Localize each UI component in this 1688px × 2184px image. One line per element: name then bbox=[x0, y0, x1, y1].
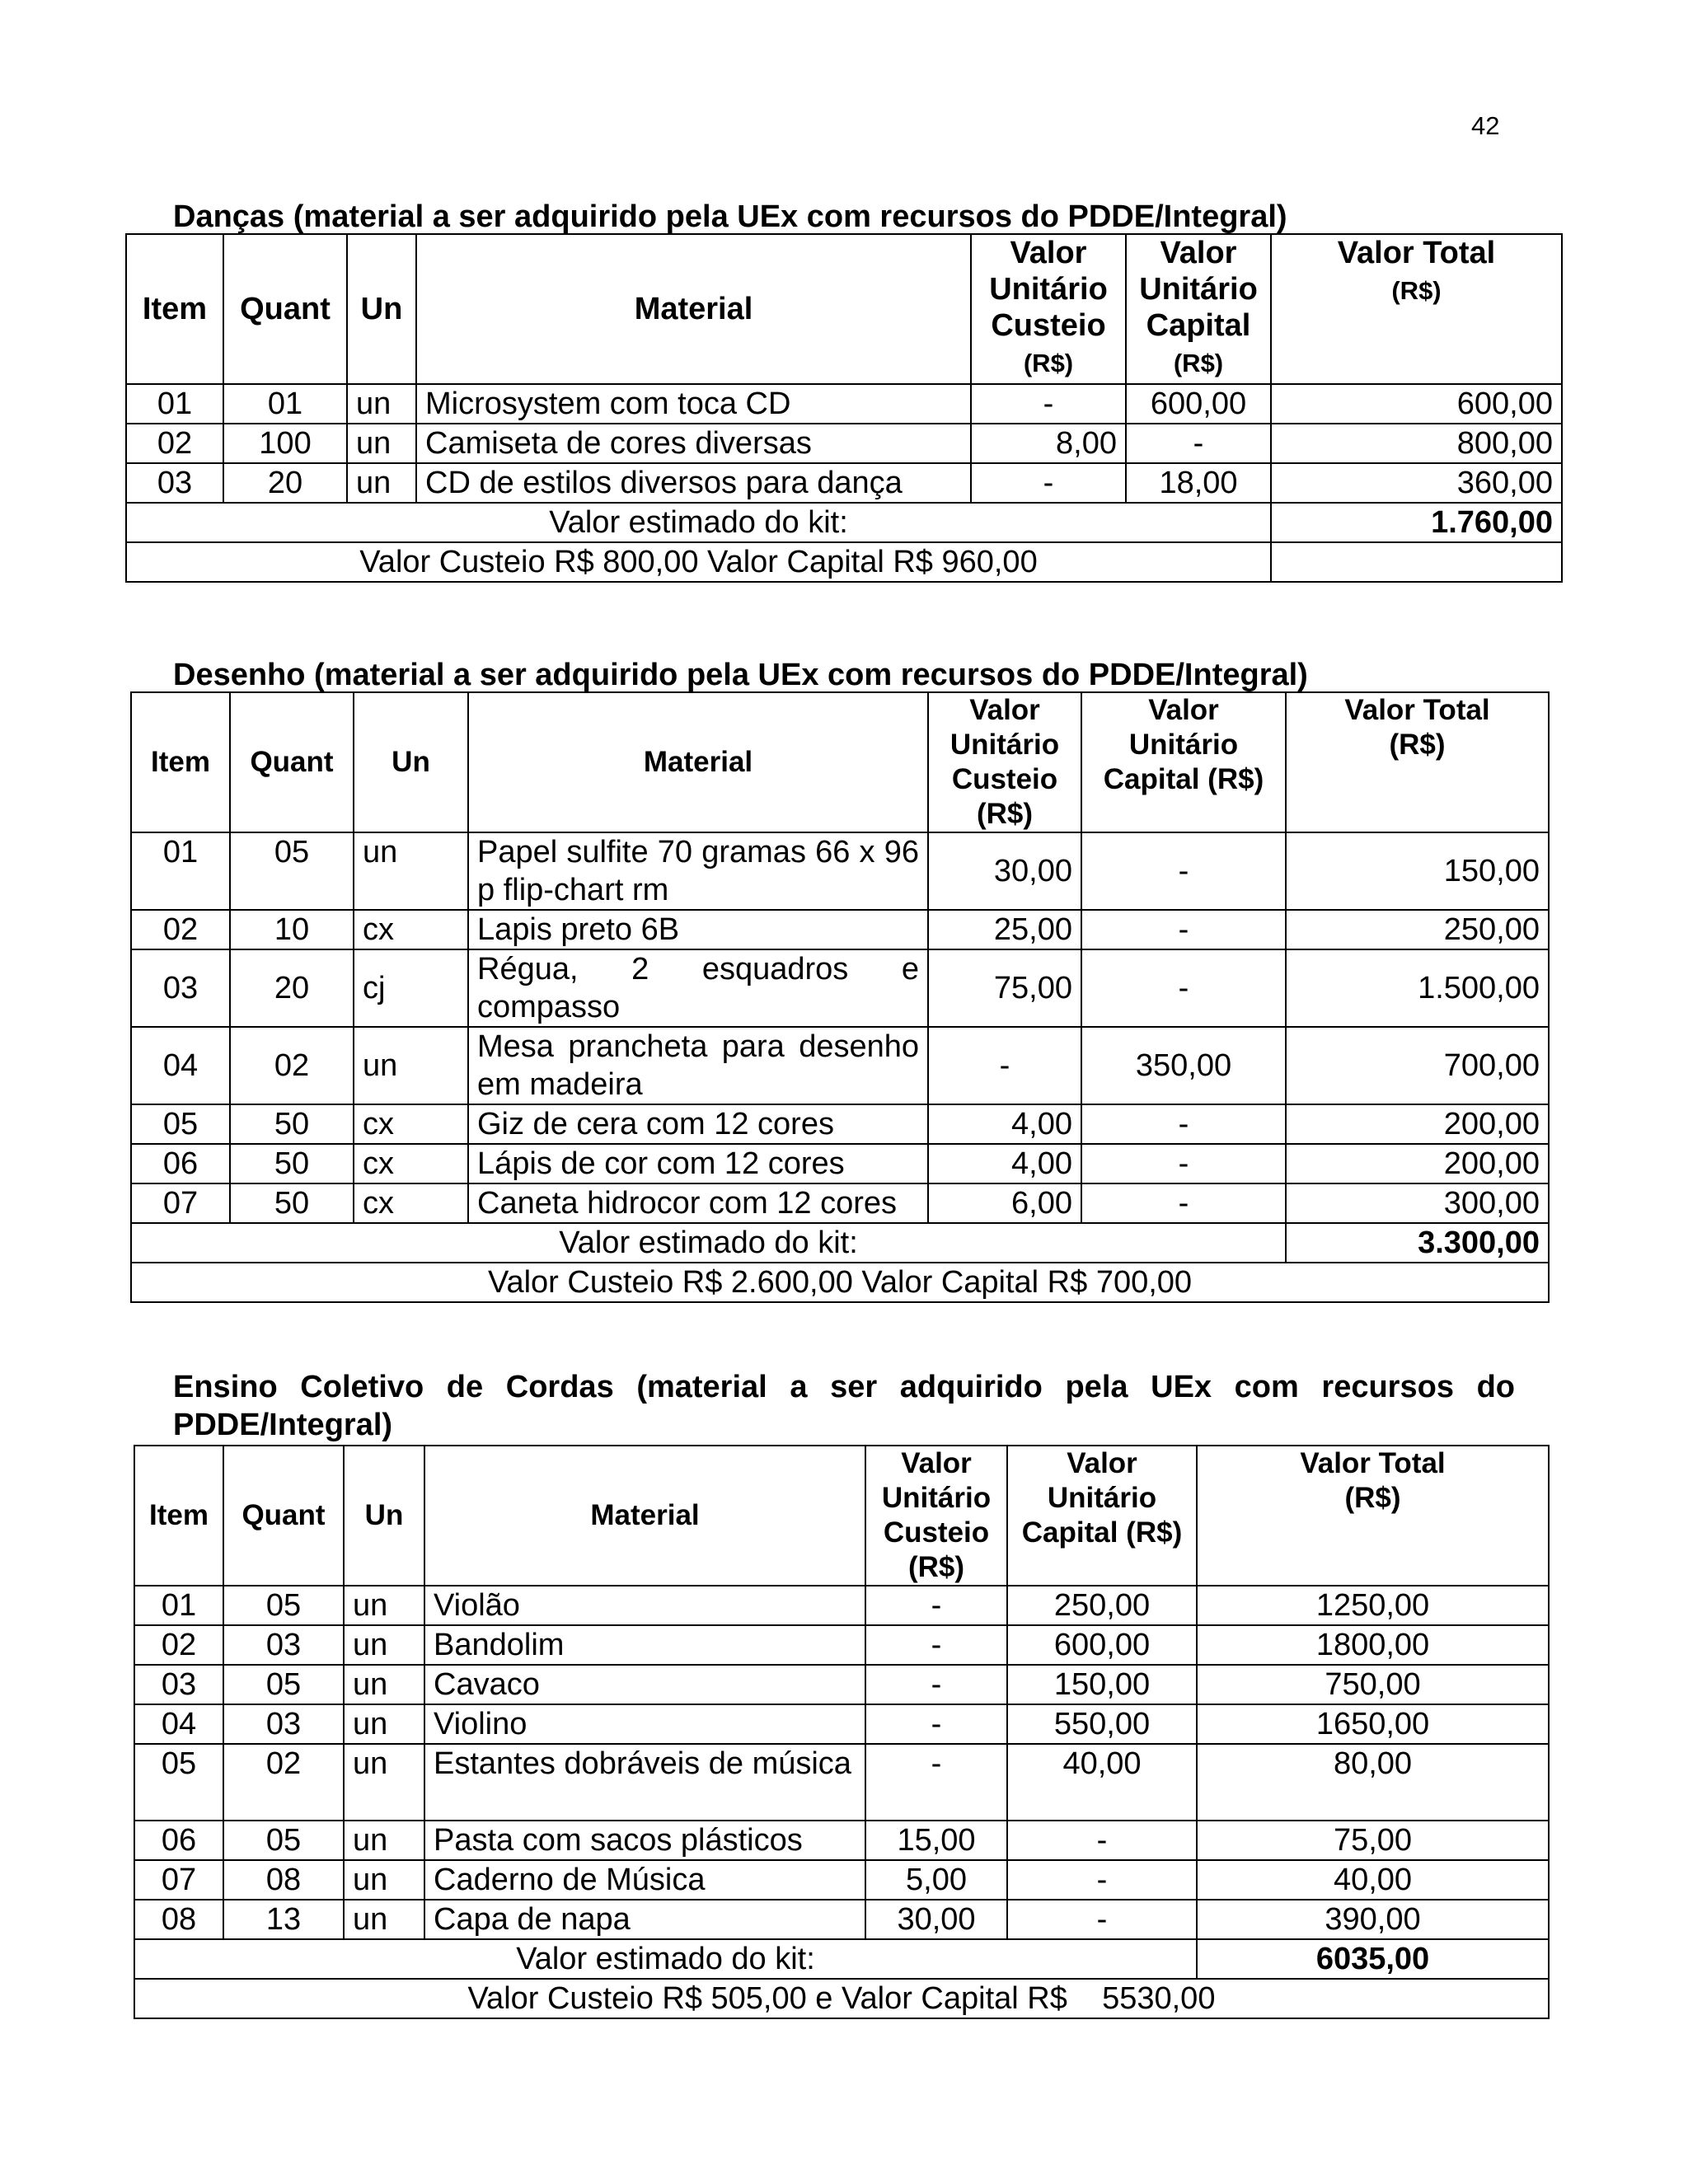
cell-custeio: 30,00 bbox=[865, 1900, 1007, 1939]
header-capital-label: Valor Unitário Capital bbox=[1139, 236, 1258, 343]
cell-quant: 05 bbox=[230, 832, 354, 910]
cell-un: un bbox=[344, 1665, 424, 1704]
table-row bbox=[131, 910, 1549, 949]
cell-item: 03 bbox=[134, 1665, 223, 1704]
cell-custeio: - bbox=[865, 1744, 1007, 1821]
cell-un: un bbox=[344, 1744, 424, 1821]
cell-material: Giz de cera com 12 cores bbox=[468, 1104, 928, 1144]
cell-un: cj bbox=[354, 949, 468, 1027]
table-row bbox=[134, 1900, 1549, 1939]
cell-capital: 18,00 bbox=[1126, 463, 1271, 503]
cell-total: 600,00 bbox=[1271, 384, 1562, 424]
header-material: Material bbox=[468, 692, 928, 832]
cell-capital: - bbox=[1007, 1821, 1197, 1860]
cell-un: cx bbox=[354, 1104, 468, 1144]
cell-un: un bbox=[344, 1821, 424, 1860]
table-row bbox=[134, 1821, 1549, 1860]
cell-item: 06 bbox=[134, 1821, 223, 1860]
estimate-row bbox=[131, 1223, 1549, 1263]
cell-un: un bbox=[354, 832, 468, 910]
header-custeio: Valor Unitário Custeio (R$) bbox=[928, 692, 1081, 832]
cell-item: 07 bbox=[131, 1183, 230, 1223]
cell-material: Caneta hidrocor com 12 cores bbox=[468, 1183, 928, 1223]
table-header-row bbox=[134, 1446, 1549, 1586]
header-total-label: Valor Total bbox=[1337, 236, 1496, 270]
header-capital: Valor Unitário Capital (R$) bbox=[1007, 1446, 1197, 1586]
cell-item: 04 bbox=[134, 1704, 223, 1744]
cell-capital: 600,00 bbox=[1007, 1625, 1197, 1665]
cell-material: Camiseta de cores diversas bbox=[416, 424, 971, 463]
cell-total: 750,00 bbox=[1197, 1665, 1549, 1704]
header-custeio-unit: (R$) bbox=[1023, 349, 1074, 377]
cell-capital: - bbox=[1081, 832, 1286, 910]
cell-material: Lápis de cor com 12 cores bbox=[468, 1144, 928, 1183]
cell-item: 02 bbox=[126, 424, 223, 463]
cell-quant: 10 bbox=[230, 910, 354, 949]
cell-item: 05 bbox=[134, 1744, 223, 1821]
cell-material: Caderno de Música bbox=[424, 1860, 865, 1900]
estimate-value: 6035,00 bbox=[1197, 1939, 1549, 1979]
cell-custeio: - bbox=[971, 463, 1126, 503]
cell-item: 02 bbox=[134, 1625, 223, 1665]
table-header-row bbox=[131, 692, 1549, 832]
cell-quant: 05 bbox=[223, 1665, 344, 1704]
cell-capital: 40,00 bbox=[1007, 1744, 1197, 1821]
cell-quant: 03 bbox=[223, 1625, 344, 1665]
cell-material: Cavaco bbox=[424, 1665, 865, 1704]
cell-un: un bbox=[344, 1625, 424, 1665]
cell-capital: 350,00 bbox=[1081, 1027, 1286, 1104]
cell-custeio: 4,00 bbox=[928, 1144, 1081, 1183]
cell-quant: 50 bbox=[230, 1104, 354, 1144]
cell-material: Bandolim bbox=[424, 1625, 865, 1665]
table-row bbox=[134, 1860, 1549, 1900]
section-title-cordas: Ensino Coletivo de Cordas (material a ser adquirido pela UEx com recursos do PDDE/Integral) bbox=[173, 1370, 1515, 1442]
cell-material: Mesa prancheta para desenho em madeira bbox=[468, 1027, 928, 1104]
cell-material: Lapis preto 6B bbox=[468, 910, 928, 949]
cell-capital: 250,00 bbox=[1007, 1586, 1197, 1625]
cell-capital: - bbox=[1081, 1144, 1286, 1183]
cell-capital: - bbox=[1126, 424, 1271, 463]
cell-capital: - bbox=[1081, 949, 1286, 1027]
cell-un: un bbox=[347, 463, 416, 503]
cell-material: Papel sulfite 70 gramas 66 x 96 p flip-chart rm bbox=[468, 832, 928, 910]
cell-material: Violino bbox=[424, 1704, 865, 1744]
cell-item: 01 bbox=[134, 1586, 223, 1625]
cell-custeio: - bbox=[865, 1665, 1007, 1704]
cell-material: Régua, 2 esquadros e compasso bbox=[468, 949, 928, 1027]
estimate-value: 3.300,00 bbox=[1286, 1223, 1549, 1263]
cell-total: 800,00 bbox=[1271, 424, 1562, 463]
table-row bbox=[131, 949, 1549, 1027]
cell-un: un bbox=[344, 1860, 424, 1900]
table-row bbox=[131, 1104, 1549, 1144]
cell-custeio: 30,00 bbox=[928, 832, 1081, 910]
cell-total: 700,00 bbox=[1286, 1027, 1549, 1104]
cell-capital: - bbox=[1081, 1183, 1286, 1223]
cell-quant: 05 bbox=[223, 1586, 344, 1625]
header-total: Valor Total (R$) bbox=[1197, 1446, 1549, 1586]
cell-quant: 20 bbox=[223, 463, 347, 503]
table-row bbox=[134, 1744, 1549, 1821]
estimate-label: Valor estimado do kit: bbox=[126, 503, 1271, 542]
cell-total: 1650,00 bbox=[1197, 1704, 1549, 1744]
header-material: Material bbox=[424, 1446, 865, 1586]
table-row bbox=[131, 832, 1549, 910]
summary-text: Valor Custeio R$ 800,00 Valor Capital R$ 960,00 bbox=[126, 542, 1271, 582]
header-un: Un bbox=[354, 692, 468, 832]
cell-item: 05 bbox=[131, 1104, 230, 1144]
header-total-unit: (R$) bbox=[1391, 276, 1442, 305]
table-row bbox=[131, 1027, 1549, 1104]
cell-item: 01 bbox=[131, 832, 230, 910]
estimate-label: Valor estimado do kit: bbox=[134, 1939, 1197, 1979]
cell-total: 40,00 bbox=[1197, 1860, 1549, 1900]
cell-material: Capa de napa bbox=[424, 1900, 865, 1939]
table-row bbox=[126, 384, 1562, 424]
cell-total: 300,00 bbox=[1286, 1183, 1549, 1223]
cell-total: 1250,00 bbox=[1197, 1586, 1549, 1625]
cell-total: 1.500,00 bbox=[1286, 949, 1549, 1027]
header-material: Material bbox=[416, 234, 971, 384]
cell-quant: 20 bbox=[230, 949, 354, 1027]
estimate-label: Valor estimado do kit: bbox=[131, 1223, 1286, 1263]
cell-material: Violão bbox=[424, 1586, 865, 1625]
table-row bbox=[126, 463, 1562, 503]
cell-quant: 13 bbox=[223, 1900, 344, 1939]
cell-quant: 05 bbox=[223, 1821, 344, 1860]
cell-un: un bbox=[344, 1704, 424, 1744]
cell-un: cx bbox=[354, 910, 468, 949]
table-row bbox=[134, 1665, 1549, 1704]
section-title-dancas: Danças (material a ser adquirido pela UEx com recursos do PDDE/Integral) bbox=[173, 199, 1287, 234]
cell-total: 200,00 bbox=[1286, 1144, 1549, 1183]
header-item: Item bbox=[126, 234, 223, 384]
table-row bbox=[126, 424, 1562, 463]
summary-text: Valor Custeio R$ 2.600,00 Valor Capital R$ 700,00 bbox=[131, 1263, 1549, 1302]
cell-custeio: - bbox=[865, 1704, 1007, 1744]
cell-total: 1800,00 bbox=[1197, 1625, 1549, 1665]
table-dancas bbox=[125, 233, 1563, 583]
cell-un: cx bbox=[354, 1144, 468, 1183]
header-quant: Quant bbox=[223, 234, 347, 384]
header-quant: Quant bbox=[230, 692, 354, 832]
cell-item: 01 bbox=[126, 384, 223, 424]
cell-capital: - bbox=[1007, 1860, 1197, 1900]
cell-item: 04 bbox=[131, 1027, 230, 1104]
cell-capital: 600,00 bbox=[1126, 384, 1271, 424]
header-item: Item bbox=[131, 692, 230, 832]
cell-item: 02 bbox=[131, 910, 230, 949]
cell-material: CD de estilos diversos para dança bbox=[416, 463, 971, 503]
cell-un: un bbox=[347, 384, 416, 424]
cell-quant: 08 bbox=[223, 1860, 344, 1900]
cell-quant: 100 bbox=[223, 424, 347, 463]
header-un: Un bbox=[347, 234, 416, 384]
cell-capital: - bbox=[1007, 1900, 1197, 1939]
cell-un: un bbox=[344, 1586, 424, 1625]
header-custeio bbox=[971, 234, 1126, 384]
cell-item: 06 bbox=[131, 1144, 230, 1183]
cell-quant: 02 bbox=[223, 1744, 344, 1821]
cell-total: 360,00 bbox=[1271, 463, 1562, 503]
cell-quant: 01 bbox=[223, 384, 347, 424]
section-title-desenho: Desenho (material a ser adquirido pela UEx com recursos do PDDE/Integral) bbox=[173, 658, 1308, 692]
cell-custeio: 5,00 bbox=[865, 1860, 1007, 1900]
table-row bbox=[134, 1586, 1549, 1625]
estimate-row bbox=[134, 1939, 1549, 1979]
estimate-value: 1.760,00 bbox=[1271, 503, 1562, 542]
header-capital: Valor Unitário Capital (R$) bbox=[1081, 692, 1286, 832]
page-number: 42 bbox=[1471, 111, 1500, 140]
table-row bbox=[131, 1183, 1549, 1223]
table-row bbox=[134, 1625, 1549, 1665]
cell-un: un bbox=[354, 1027, 468, 1104]
cell-custeio: 6,00 bbox=[928, 1183, 1081, 1223]
cell-quant: 50 bbox=[230, 1144, 354, 1183]
cell-custeio: - bbox=[865, 1586, 1007, 1625]
header-quant: Quant bbox=[223, 1446, 344, 1586]
cell-item: 08 bbox=[134, 1900, 223, 1939]
table-desenho bbox=[130, 691, 1550, 1303]
table-header-row bbox=[126, 234, 1562, 384]
cell-material: Estantes dobráveis de música bbox=[424, 1744, 865, 1821]
cell-total: 200,00 bbox=[1286, 1104, 1549, 1144]
header-capital-unit: (R$) bbox=[1173, 349, 1224, 377]
cell-total: 250,00 bbox=[1286, 910, 1549, 949]
cell-un: un bbox=[347, 424, 416, 463]
table-cordas bbox=[134, 1445, 1550, 2019]
estimate-row bbox=[126, 503, 1562, 542]
header-capital bbox=[1126, 234, 1271, 384]
cell-custeio: 75,00 bbox=[928, 949, 1081, 1027]
cell-total: 150,00 bbox=[1286, 832, 1549, 910]
cell-custeio: - bbox=[971, 384, 1126, 424]
table-row bbox=[134, 1704, 1549, 1744]
cell-custeio: 15,00 bbox=[865, 1821, 1007, 1860]
cell-custeio: 8,00 bbox=[971, 424, 1126, 463]
cell-item: 03 bbox=[126, 463, 223, 503]
header-custeio-label: Valor Unitário Custeio bbox=[989, 236, 1108, 343]
header-custeio: Valor Unitário Custeio (R$) bbox=[865, 1446, 1007, 1586]
summary-row bbox=[126, 542, 1562, 582]
cell-total: 390,00 bbox=[1197, 1900, 1549, 1939]
summary-empty-cell bbox=[1271, 542, 1562, 582]
cell-capital: 150,00 bbox=[1007, 1665, 1197, 1704]
cell-total: 80,00 bbox=[1197, 1744, 1549, 1821]
cell-custeio: - bbox=[865, 1625, 1007, 1665]
header-un: Un bbox=[344, 1446, 424, 1586]
cell-un: un bbox=[344, 1900, 424, 1939]
header-total bbox=[1271, 234, 1562, 384]
cell-custeio: 25,00 bbox=[928, 910, 1081, 949]
cell-custeio: 4,00 bbox=[928, 1104, 1081, 1144]
cell-quant: 50 bbox=[230, 1183, 354, 1223]
cell-quant: 03 bbox=[223, 1704, 344, 1744]
cell-item: 07 bbox=[134, 1860, 223, 1900]
cell-quant: 02 bbox=[230, 1027, 354, 1104]
cell-capital: - bbox=[1081, 910, 1286, 949]
summary-row bbox=[134, 1979, 1549, 2018]
cell-un: cx bbox=[354, 1183, 468, 1223]
cell-item: 03 bbox=[131, 949, 230, 1027]
cell-material: Microsystem com toca CD bbox=[416, 384, 971, 424]
cell-capital: - bbox=[1081, 1104, 1286, 1144]
cell-material: Pasta com sacos plásticos bbox=[424, 1821, 865, 1860]
summary-row bbox=[131, 1263, 1549, 1302]
cell-total: 75,00 bbox=[1197, 1821, 1549, 1860]
header-item: Item bbox=[134, 1446, 223, 1586]
cell-capital: 550,00 bbox=[1007, 1704, 1197, 1744]
summary-text: Valor Custeio R$ 505,00 e Valor Capital R$ 5530,00 bbox=[134, 1979, 1549, 2018]
header-total: Valor Total (R$) bbox=[1286, 692, 1549, 832]
table-row bbox=[131, 1144, 1549, 1183]
cell-custeio: - bbox=[928, 1027, 1081, 1104]
